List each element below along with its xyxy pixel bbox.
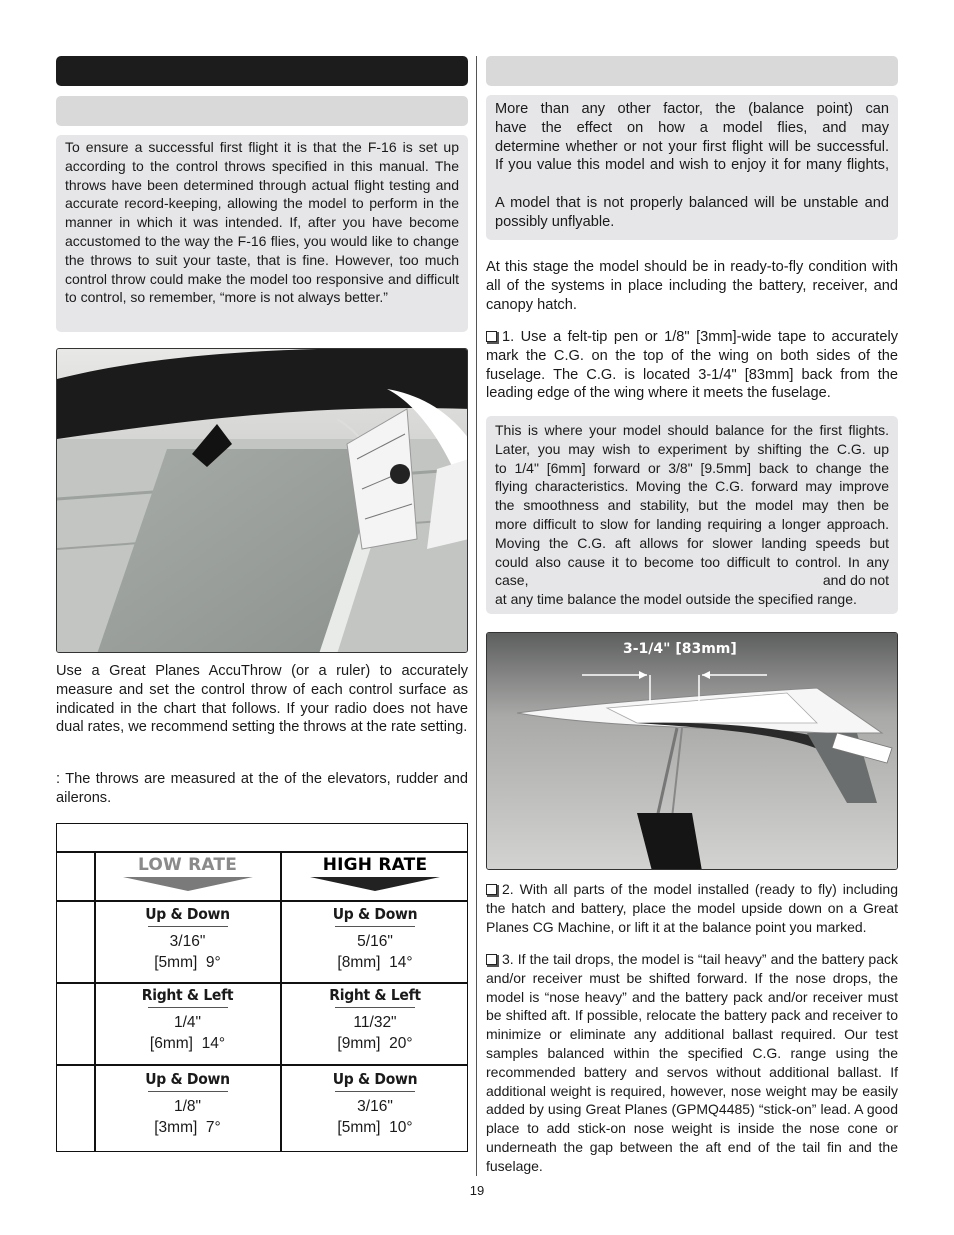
step-2-text: 2. With all parts of the model installed (ready to fly) including the hatch and battery, place the model upside down on a Great Planes CG Machine, or lift it at the balance point you marked. bbox=[486, 881, 898, 935]
throw-metric bbox=[282, 952, 468, 973]
step-3 bbox=[486, 950, 898, 1176]
throw-inch: 1/4" bbox=[173, 1014, 202, 1031]
throw-mm: [3mm] bbox=[154, 1119, 198, 1136]
throw-mm: [8mm] bbox=[337, 954, 381, 971]
heading-underline bbox=[148, 1091, 228, 1092]
balance-line: Moving the C.G. aft allows for slower landing speeds but bbox=[495, 534, 889, 551]
table-cell-low bbox=[95, 905, 280, 973]
cg-intro-spacer bbox=[495, 175, 889, 194]
table-divider bbox=[56, 851, 468, 853]
balance-line: Later, you may wish to experiment by shifting the C.G. up bbox=[495, 440, 889, 457]
throw-degrees: 7° bbox=[205, 1119, 221, 1136]
cg-measurement-label: 3-1/4" [83mm] bbox=[623, 641, 737, 657]
balance-donot-words: and do not bbox=[822, 572, 889, 589]
throw-direction: Up & Down bbox=[332, 905, 418, 923]
step-3-text: 3. If the tail drops, the model is “tail heavy” and the battery pack and/or receiver must be shifted forward. If the nose drops, the model is “nose heavy” and the battery pack and/or receiver must be shifted aft. If possible, relocate the battery pack and receiver to minimize or eliminate any additional ballast required. Our test samples balanced within the specified C.G. range using the recommended battery and servos without additional ballast. If additional weight is required, however, nose weight may be easily added by using Great Planes (GPMQ4485) “stick-on” lead. A good place to add stick-on nose weight is inside the nose cone or underneath the gap between the aft end of the tail fin and the fuselage. bbox=[486, 951, 898, 1174]
balance-line: to 1/4" [6mm] forward or 3/8" [9.5mm] back to change the bbox=[495, 459, 889, 476]
cg-balance-photo bbox=[486, 632, 898, 870]
balance-line-last: at any time balance the model outside the specified range. bbox=[495, 591, 857, 608]
step-1-text: 1. Use a felt-tip pen or 1/8" [3mm]-wide tape to accurately mark the C.G. on the top of the wing on both sides of the fuselage. The C.G. is located 3-1/4" [83mm] back from the leading edge of the wing where it meets the fuselage. bbox=[486, 329, 898, 402]
table-cell-low bbox=[95, 986, 280, 1054]
right-section-header-bar bbox=[486, 56, 898, 86]
throw-metric bbox=[282, 1117, 468, 1138]
throw-degrees: 14° bbox=[389, 954, 413, 971]
throw-metric bbox=[95, 1033, 280, 1054]
high-rate-label: HIGH RATE bbox=[322, 855, 428, 875]
balance-line: more difficult to slow for landing requiring a longer approach. bbox=[495, 515, 889, 532]
throw-degrees: 20° bbox=[389, 1035, 413, 1052]
page-number: 19 bbox=[469, 1183, 485, 1198]
ready-to-fly-text: At this stage the model should be in ready-to-fly condition with all of the systems in place including the battery, receiver, and canopy hatch. bbox=[486, 259, 898, 313]
accuthrow-photo bbox=[56, 348, 468, 653]
balance-line: This is where your model should balance for the first flights. bbox=[495, 422, 889, 438]
throw-inch: 3/16" bbox=[169, 933, 206, 950]
throw-degrees: 9° bbox=[205, 954, 221, 971]
throw-mm: [9mm] bbox=[337, 1035, 381, 1052]
throw-direction: Right & Left bbox=[141, 986, 234, 1004]
heading-underline bbox=[335, 1091, 415, 1092]
heading-underline bbox=[335, 926, 415, 927]
throw-metric bbox=[282, 1033, 468, 1054]
heading-underline bbox=[148, 926, 228, 927]
step-1 bbox=[486, 328, 898, 403]
throw-inch: 3/16" bbox=[357, 1098, 393, 1115]
high-rate-header bbox=[282, 855, 468, 891]
table-divider bbox=[56, 1064, 468, 1066]
low-rate-arrow bbox=[123, 877, 253, 891]
throw-inch: 5/16" bbox=[357, 933, 393, 950]
throw-measurement-note: : The throws are measured at the of the elevators, rudder and ailerons. bbox=[56, 771, 468, 806]
table-divider bbox=[56, 900, 94, 902]
cg-balance-photo-illustration bbox=[487, 633, 898, 870]
throw-inch: 11/32" bbox=[353, 1014, 397, 1031]
throw-direction: Up & Down bbox=[145, 1070, 230, 1088]
step-3-checkbox[interactable] bbox=[486, 954, 497, 965]
control-throws-intro-text: To ensure a successful first flight it is that the F-16 is set up according to the control throws specified in this manual. The throws have been determined through actual flight testing and accurate record-keeping, allowing the model to perform in the manner in which it was intended. If, after you have become accustomed to the way the F-16 flies, you would like to change the throws to suit your taste, that is fine. However, too much control throw could make the model too responsive and difficult to control, so remember, “more is not always better.” bbox=[65, 139, 459, 306]
throw-mm: [5mm] bbox=[154, 954, 198, 971]
cg-intro-line: determine whether or not your first flight will be successful. bbox=[495, 138, 889, 155]
table-cell-high bbox=[282, 905, 468, 973]
left-section-header-bar bbox=[56, 56, 468, 86]
balance-line-case bbox=[495, 571, 889, 590]
throw-degrees: 14° bbox=[201, 1035, 226, 1052]
step-1-checkbox[interactable] bbox=[486, 331, 497, 342]
balance-note-text bbox=[495, 421, 889, 609]
column-divider bbox=[476, 56, 477, 1176]
throw-direction: Right & Left bbox=[329, 986, 421, 1004]
throw-degrees: 10° bbox=[389, 1119, 413, 1136]
throw-metric bbox=[95, 1117, 280, 1138]
cg-intro-line: If you value this model and wish to enjoy it for many flights, bbox=[495, 157, 889, 174]
throw-direction: Up & Down bbox=[332, 1070, 418, 1088]
throw-direction: Up & Down bbox=[145, 905, 230, 923]
low-rate-header bbox=[95, 855, 280, 891]
table-cell-high bbox=[282, 986, 468, 1054]
cg-intro-line: More than any other factor, the (balance point) can bbox=[495, 101, 889, 117]
step-2 bbox=[486, 880, 898, 936]
step-2-checkbox[interactable] bbox=[486, 884, 497, 895]
high-rate-arrow bbox=[310, 877, 440, 891]
heading-underline bbox=[335, 1007, 415, 1008]
balance-line: could also cause it to become too difficult to control. In any bbox=[495, 553, 889, 570]
table-divider bbox=[56, 982, 468, 984]
low-rate-label: LOW RATE bbox=[137, 855, 238, 875]
cg-intro-text bbox=[495, 100, 889, 232]
throw-mm: [6mm] bbox=[149, 1035, 193, 1052]
cg-intro-balance-warning: A model that is not properly balanced will be unstable and possibly unflyable. bbox=[495, 194, 889, 230]
accuthrow-photo-illustration bbox=[57, 349, 468, 653]
throw-inch: 1/8" bbox=[173, 1098, 202, 1115]
balance-case-word: case, bbox=[495, 572, 529, 589]
table-cell-low bbox=[95, 1070, 280, 1138]
throw-metric bbox=[95, 952, 280, 973]
balance-line: the smoothness and stability, but the model may then be bbox=[495, 497, 889, 514]
accuthrow-instructions: Use a Great Planes AccuThrow (or a ruler) to accurately measure and set the control throw of each control surface as indicated in the chart that follows. If your radio does not have dual rates, we recommend setting the throws at the rate setting. bbox=[56, 663, 468, 736]
table-cell-high bbox=[282, 1070, 468, 1138]
heading-underline bbox=[148, 1007, 228, 1008]
balance-line: flying characteristics. Moving the C.G. forward may improve bbox=[495, 478, 889, 495]
throw-mm: [5mm] bbox=[337, 1119, 381, 1136]
left-subsection-header-bar bbox=[56, 96, 468, 126]
cg-intro-line: have the effect on how a model flies, and may bbox=[495, 119, 889, 136]
